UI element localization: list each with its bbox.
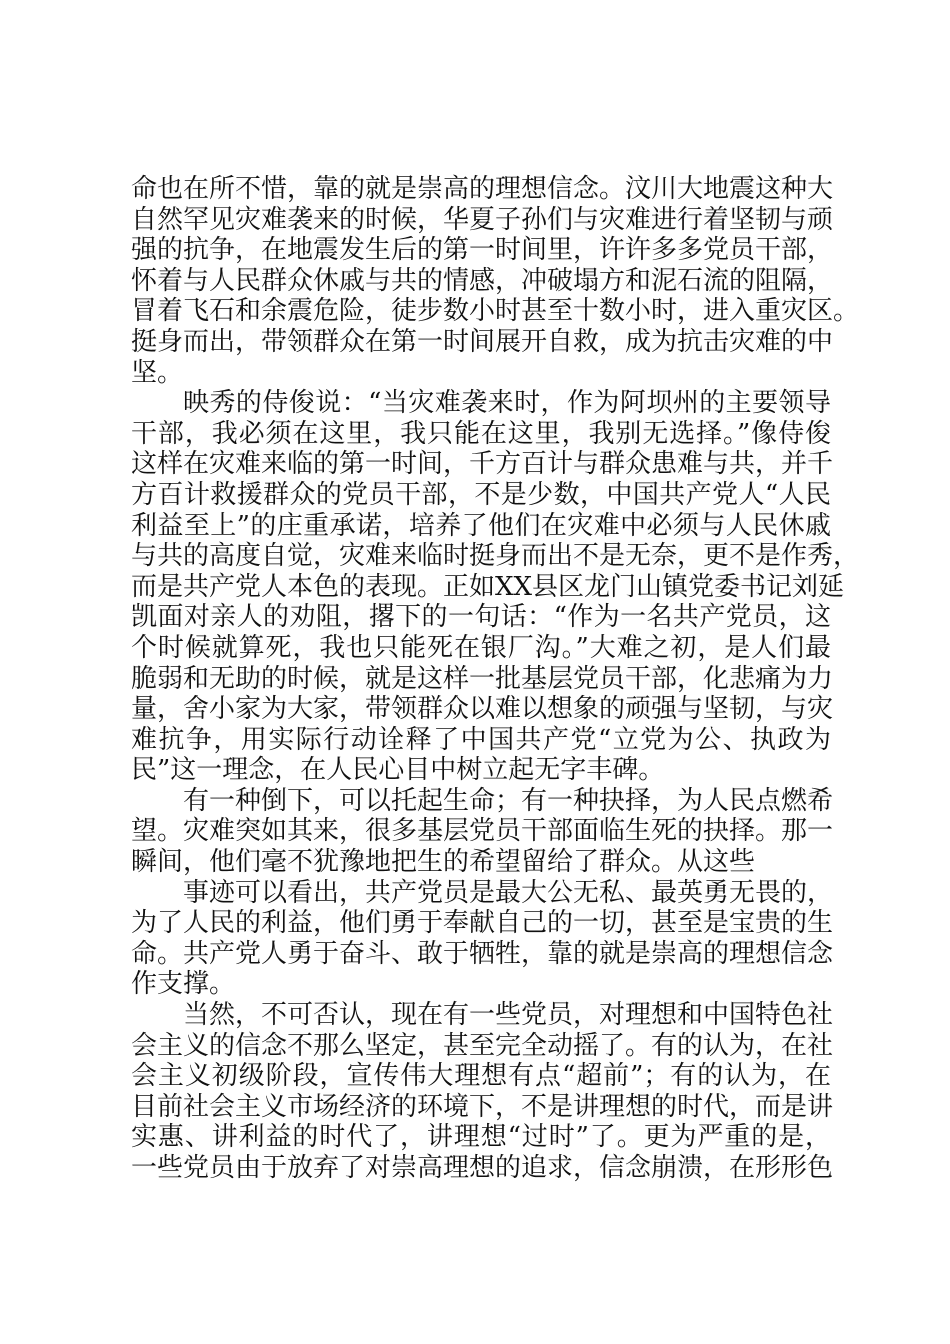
text-line: 实惠、讲利益的时代了，讲理想“过时”了。更为严重的是，	[131, 1122, 831, 1153]
paragraph-first-line: 当然，不可否认，现在有一些党员，对理想和中国特色社	[183, 1000, 834, 1031]
text-line: 挺身而出，带领群众在第一时间展开自救，成为抗击灾难的中	[131, 326, 834, 357]
text-line: 作支撑。	[131, 969, 236, 1000]
text-line: 会主义初级阶段，宣传伟大理想有点“超前”；有的认为，在	[131, 1061, 831, 1092]
text-line: 命。共产党人勇于奋斗、敢于牺牲，靠的就是崇高的理想信念	[131, 938, 834, 969]
text-line: 凯面对亲人的劝阻，撂下的一句话：“作为一名共产党员，这	[131, 602, 831, 633]
text-line: 为了人民的利益，他们勇于奉献自己的一切，甚至是宝贵的生	[131, 908, 834, 939]
text-line: 利益至上”的庄重承诺，培养了他们在灾难中必须与人民休戚	[131, 510, 831, 541]
text-line: 量，舍小家为大家，带领群众以难以想象的顽强与坚韧，与灾	[131, 694, 834, 725]
text-line: 冒着飞石和余震危险，徒步数小时甚至十数小时，进入重灾区。	[131, 296, 860, 327]
text-line: 自然罕见灾难袭来的时候，华夏子孙们与灾难进行着坚韧与顽	[131, 204, 834, 235]
text-line: 民”这一理念，在人民心目中树立起无字丰碑。	[131, 755, 665, 786]
text-line: 个时候就算死，我也只能死在银厂沟。”大难之初，是人们最	[131, 632, 831, 663]
text-line: 怀着与人民群众休戚与共的情感，冲破塌方和泥石流的阻隔，	[131, 265, 834, 296]
text-line: 难抗争，用实际行动诠释了中国共产党“立党为公、执政为	[131, 724, 831, 755]
text-line: 这样在灾难来临的第一时间，千方百计与群众患难与共，并千	[131, 449, 834, 480]
text-line: 目前社会主义市场经济的环境下，不是讲理想的时代，而是讲	[131, 1091, 834, 1122]
text-line: 脆弱和无助的时候，就是这样一批基层党员干部，化悲痛为力	[131, 663, 834, 694]
text-line: 瞬间，他们毫不犹豫地把生的希望留给了群众。从这些	[131, 847, 756, 878]
text-line: 干部，我必须在这里，我只能在这里，我别无选择。”像侍俊	[131, 418, 831, 449]
text-line: 强的抗争，在地震发生后的第一时间里，许许多多党员干部，	[131, 235, 834, 266]
text-line: 一些党员由于放弃了对崇高理想的追求，信念崩溃，在形形色	[131, 1153, 834, 1183]
text-line: 坚。	[131, 357, 184, 388]
paragraph-first-line: 事迹可以看出，共产党员是最大公无私、最英勇无畏的，	[183, 877, 834, 908]
document-body	[131, 174, 860, 1184]
text-line: 会主义的信念不那么坚定，甚至完全动摇了。有的认为，在社	[131, 1030, 834, 1061]
text-line: 命也在所不惜，靠的就是崇高的理想信念。汶川大地震这种大	[131, 174, 834, 204]
text-line: 方百计救援群众的党员干部，不是少数，中国共产党人“人民	[131, 479, 831, 510]
text-line: 与共的高度自觉，灾难来临时挺身而出不是无奈，更不是作秀，	[131, 541, 860, 572]
paragraph-first-line: 映秀的侍俊说：“当灾难袭来时，作为阿坝州的主要领导	[183, 388, 831, 419]
paragraph-first-line: 有一种倒下，可以托起生命；有一种抉择，为人民点燃希	[183, 785, 834, 816]
text-line: 而是共产党人本色的表现。正如XX县区龙门山镇党委书记刘延	[131, 571, 845, 602]
text-line: 望。灾难突如其来，很多基层党员干部面临生死的抉择。那一	[131, 816, 834, 847]
